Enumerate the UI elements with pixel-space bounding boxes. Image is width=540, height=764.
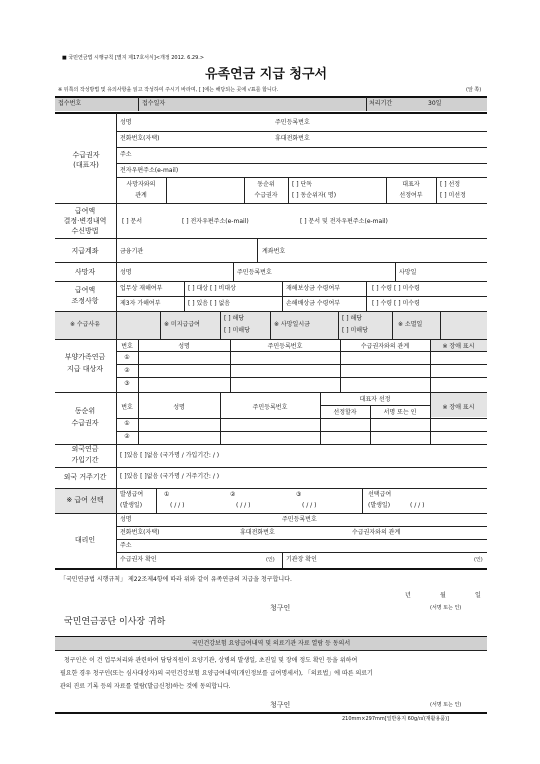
deceased-name-label: 성명 [120, 269, 132, 276]
account-number-label: 계좌번호 [262, 248, 286, 255]
representative-option-yes[interactable]: [ ] 선정 [440, 181, 461, 188]
compensation-label: 재해보상금 수령여부 [286, 285, 341, 292]
dependents-no-header: 번호 [121, 343, 133, 350]
relation-label-a: 사망자와의 [126, 181, 156, 188]
benefit-choice-3: ③ [296, 491, 302, 498]
declaration-year: 년 [405, 592, 411, 599]
deceased-rrn-label: 주민등록번호 [237, 269, 272, 276]
foreign-pension-options[interactable]: [ ]있음 [ ]없음 (국가명 / 가입기간: / ) [120, 452, 220, 459]
dependents-label-a: 부양가족연금 [64, 353, 106, 361]
representative-label-b: 선정여부 [399, 192, 423, 199]
representative-option-no[interactable]: [ ] 미선정 [440, 192, 466, 199]
processing-period-label: 처리기간 [369, 100, 393, 107]
notice-label-b: 결정·변경내역 [63, 217, 107, 225]
consent-title: 국민건강보험 요양급여내역 및 의료기관 자료 열람 등 동의서 [191, 640, 351, 647]
declaration-sign-label: (서명 또는 인) [430, 605, 462, 611]
consent-line-1: 청구인은 이 건 업무처리와 관련하여 담당직원이 요양기관, 상병의 발생일, 초진일 및 장애 정도 확인 등을 위하여 [64, 657, 358, 664]
agent-mobile-label: 휴대전화번호 [240, 529, 275, 536]
claimant-email-label: 전자우편주소(e-mail) [120, 167, 179, 174]
form-title: 유족연금 지급 청구서 [205, 67, 328, 82]
coclaimants-name-header: 성명 [173, 404, 185, 411]
third-party-options[interactable]: [ ] 있음 [ ] 없음 [188, 300, 231, 307]
page-note: (앞 쪽) [466, 87, 482, 93]
declaration-day: 일 [475, 592, 481, 599]
dependents-relation-header: 수급권자와의 관계 [360, 343, 410, 350]
coclaimants-disability-header: ※ 장애 표시 [442, 404, 475, 411]
declaration-month: 월 [440, 592, 446, 599]
benefit-choice-1-date: ( / / ) [170, 502, 185, 509]
dependent-row-1: ① [124, 354, 130, 361]
claimant-confirm-seal: (인) [266, 557, 275, 563]
selected-benefit-label-b: (발생일) [368, 502, 391, 509]
foreign-pension-label-b: 가입기간 [71, 456, 99, 464]
work-accident-options[interactable]: [ ] 대상 [ ] 비대상 [188, 285, 236, 292]
unpaid-option-yes[interactable]: [ ] 해당 [224, 315, 245, 322]
notice-option-email[interactable]: [ ] 전자우편주소(e-mail) [182, 218, 249, 225]
cause-label: ※ 수급사유 [69, 321, 101, 328]
dependents-disability-header: ※ 장애 표시 [442, 343, 475, 350]
selected-benefit-label-a: 선택급여 [368, 491, 392, 498]
dependents-label-b: 지급 대상자 [66, 365, 104, 373]
notice-label-c: 수신방법 [71, 227, 99, 235]
agent-label: 대리인 [74, 536, 96, 544]
dependents-name-header: 성명 [178, 343, 190, 350]
consent-claimant-label: 청구인 [270, 701, 291, 709]
coclaimant-row-2: ② [124, 433, 130, 440]
damages-options[interactable]: [ ] 수령 [ ] 미수령 [372, 300, 420, 307]
selected-benefit-date: ( / / ) [410, 502, 425, 509]
unpaid-option-no[interactable]: [ ] 미해당 [224, 327, 250, 334]
coclaimants-no-header: 번호 [121, 404, 133, 411]
receipt-number-label: 접수번호 [58, 100, 82, 107]
coclaimants-rep-sign-header: 서명 또는 인 [383, 409, 417, 416]
benefit-choice-2-date: ( / / ) [236, 502, 251, 509]
lump-sum-option-no[interactable]: [ ] 미해당 [342, 327, 368, 334]
agent-rrn-label: 주민등록번호 [282, 516, 317, 523]
damages-label: 손해배상금 수령여부 [286, 300, 341, 307]
foreign-residence-options[interactable]: [ ]있음 [ ]없음 (국가명 / 거주기간: / ) [120, 473, 220, 480]
consent-sign-label: (서명 또는 인) [430, 702, 462, 708]
adjust-label-b: 조정사항 [71, 297, 99, 305]
coclaimants-rrn-header: 주민등록번호 [252, 404, 288, 411]
org-head-confirm-seal: (인) [474, 557, 483, 563]
agent-relation-label: 수급권자와의 관계 [352, 529, 401, 536]
death-date-label: 사망일 [399, 269, 417, 276]
foreign-pension-label-a: 외국연금 [71, 445, 99, 453]
benefit-choice-1: ① [164, 491, 170, 498]
coclaimants-rep-name-header: 선정할자 [333, 409, 357, 416]
co-rank-label-b: 수급권자 [254, 192, 278, 199]
claimant-rrn-label: 주민등록번호 [275, 119, 310, 126]
work-accident-label: 업무상 재해여부 [120, 285, 163, 292]
benefit-choice-label-a: 발생급여 [120, 491, 144, 498]
declaration-text: 「국민연금법 시행규칙」 제22조제4항에 따라 위와 같이 유족연금의 지급을 청구합니다. [60, 576, 292, 583]
coclaimant-row-1: ① [124, 420, 130, 427]
agent-phone-label: 전화번호(자택) [120, 529, 160, 536]
processing-period-value: 30일 [428, 100, 442, 107]
coclaimants-label-b: 수급권자 [71, 419, 99, 427]
claimant-address-label: 주소 [120, 151, 132, 158]
coclaimants-label-a: 동순위 [74, 407, 96, 415]
deceased-label: 사망자 [74, 268, 96, 276]
co-rank-option-single[interactable]: [ ] 단독 [292, 181, 313, 188]
form-reference: ■ 국민연금법 시행규칙 [별지 제17호서식]<개정 2012. 6.29.> [62, 55, 205, 61]
notice-option-both[interactable]: [ ] 문서 및 전자우편주소(e-mail) [300, 218, 388, 225]
benefit-selection-label: ※ 급여 선택 [66, 496, 104, 504]
adjust-label-a: 급여액 [74, 286, 96, 294]
benefit-choice-label-b: (발생일) [120, 502, 143, 509]
notice-label-a: 급여액 [74, 207, 96, 215]
benefit-choice-3-date: ( / / ) [302, 502, 317, 509]
consent-line-2: 필요한 경우 청구인(또는 심사대상자)의 국민건강보험 요양급여내역(개인정보를 급여명세서), 「의료법」에 따른 의료기 [60, 670, 373, 677]
consent-line-3: 관의 진료 기록 등의 자료를 열람(발급신청)하는 것에 동의합니다. [60, 683, 231, 690]
compensation-options[interactable]: [ ] 수령 [ ] 미수령 [372, 285, 420, 292]
benefit-choice-2: ② [230, 491, 236, 498]
extinction-date-label: ※ 소멸일 [398, 321, 423, 328]
claimant-mobile-label: 휴대전화번호 [275, 135, 310, 142]
foreign-residence-label: 외국 거주기간 [63, 473, 107, 481]
co-rank-option-multiple[interactable]: [ ] 동순위자( 명) [292, 192, 337, 199]
org-head-confirm-label: 기관장 확인 [286, 556, 317, 563]
claimant-confirm-label: 수급권자 확인 [120, 556, 157, 563]
lump-sum-option-yes[interactable]: [ ] 해당 [342, 315, 363, 322]
addressee: 국민연금공단 이사장 귀하 [64, 617, 166, 627]
dependent-row-3: ③ [124, 380, 130, 387]
dependent-row-2: ② [124, 367, 130, 374]
third-party-label: 제3자 가해여부 [120, 300, 161, 307]
agent-address-label: 주소 [120, 542, 132, 549]
unpaid-label: ※ 미지급급여 [164, 321, 200, 328]
relation-label-b: 관계 [135, 192, 147, 199]
claimant-section-sub: (대표자) [73, 161, 99, 169]
notice-option-document[interactable]: [ ] 문서 [122, 218, 143, 225]
co-rank-label-a: 동순위 [257, 181, 275, 188]
declaration-claimant-label: 청구인 [270, 604, 291, 612]
coclaimants-rep-header: 대표자 선정 [359, 396, 391, 403]
dependents-rrn-header: 주민등록번호 [267, 343, 303, 350]
bank-name-label: 금융기관 [120, 248, 144, 255]
paper-size-note: 210mm×297mm[일반용지 60g/㎡(재활용품)] [342, 716, 450, 722]
form-instruction: ※ 뒤쪽의 작성방법 및 유의사항을 읽고 작성하여 주시기 바라며, [ ]에는 해당되는 곳에 √표를 합니다. [58, 87, 279, 93]
lump-sum-label: ※ 사망일시금 [274, 321, 310, 328]
claimant-phone-label: 전화번호(자택) [120, 135, 160, 142]
representative-label-a: 대표자 [402, 181, 420, 188]
receipt-band [55, 97, 487, 111]
claimant-section-label: 수급권자 [72, 151, 100, 159]
bank-label: 지급계좌 [71, 247, 99, 255]
claimant-name-label: 성명 [120, 119, 132, 126]
agent-name-label: 성명 [120, 516, 132, 523]
receipt-date-label: 접수일자 [142, 100, 166, 107]
